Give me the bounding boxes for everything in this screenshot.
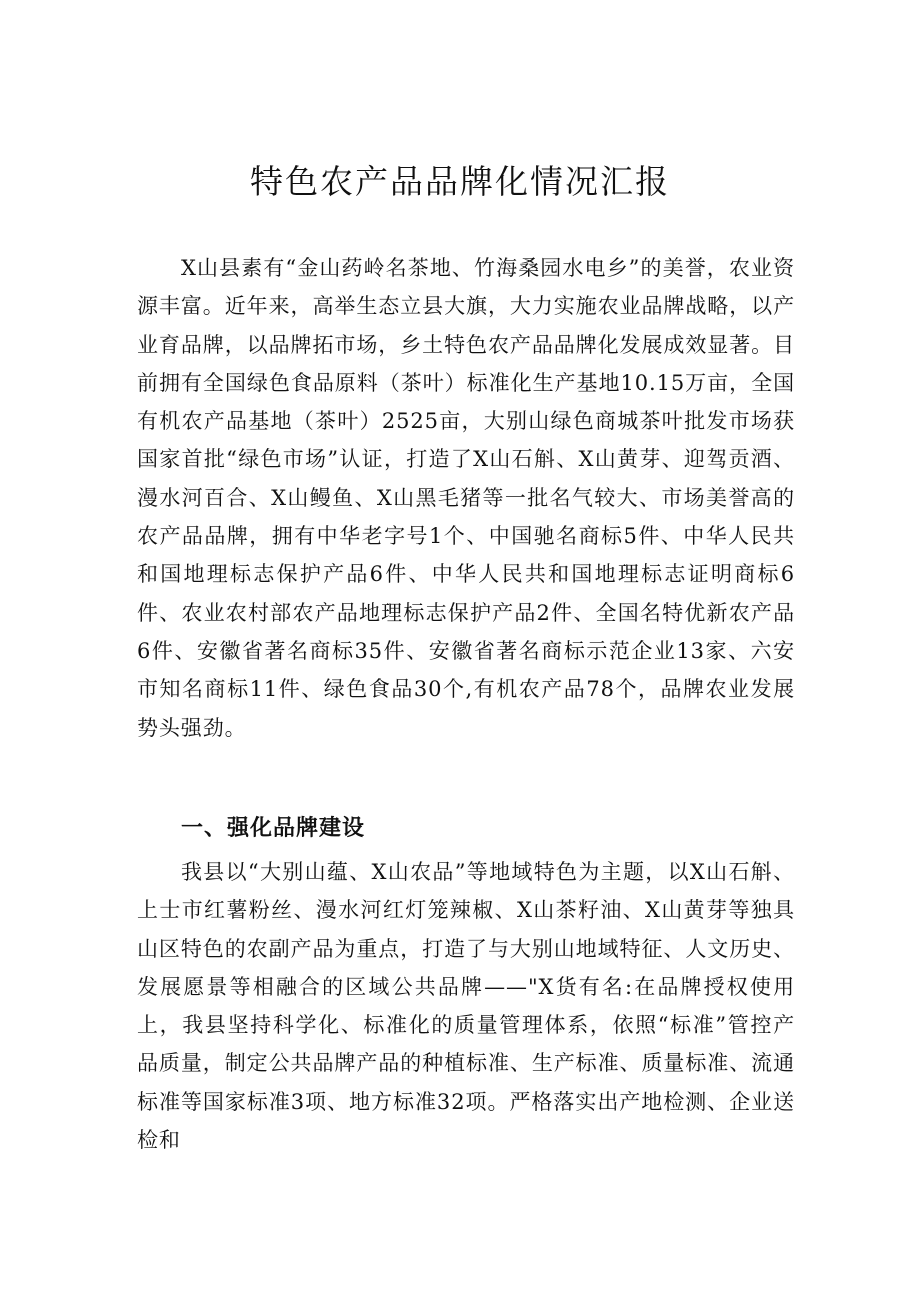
- body-paragraph-intro: X山县素有“金山药岭名茶地、竹海桑园水电乡”的美誉，农业资源丰富。近年来，高举生态立县大旗，大力实施农业品牌战略，以产业育品牌，以品牌拓市场，乡土特色农产品品牌化发展成效显著。目前拥有全国绿色食品原料（茶叶）标准化生产基地10.15万亩，全国有机农产品基地（茶叶）2525亩，大别山绿色商城茶叶批发市场获国家首批“绿色市场”认证，打造了X山石斛、X山黄芽、迎驾贡酒、漫水河百合、X山鳗鱼、X山黑毛猪等一批名气较大、市场美誉高的农产品品牌，拥有中华老字号1个、中国驰名商标5件、中华人民共和国地理标志保护产品6件、中华人民共和国地理标志证明商标6件、农业农村部农产品地理标志保护产品2件、全国名特优新农产品6件、安徽省著名商标35件、安徽省著名商标示范企业13家、六安市知名商标11件、绿色食品30个,有机农产品78个，品牌农业发展势头强劲。: [137, 256, 795, 740]
- body-paragraph-brand-building: 我县以“大别山蕴、X山农品”等地域特色为主题，以X山石斛、上士市红薯粉丝、漫水河红灯笼辣椒、X山茶籽油、X山黄芽等独具山区特色的农副产品为重点，打造了与大别山地域特征、人文历史、发展愿景等相融合的区域公共品牌——"X货有名:在品牌授权使用上，我县坚持科学化、标准化的质量管理体系，依照“标准”管控产品质量，制定公共品牌产品的种植标准、生产标准、质量标准、流通标准等国家标准3项、地方标准32项。严格落实出产地检测、企业送检和: [137, 860, 795, 1153]
- section-heading-brand-building: 一、强化品牌建设: [181, 816, 366, 841]
- document-title: 特色农产品品牌化情况汇报: [250, 162, 670, 201]
